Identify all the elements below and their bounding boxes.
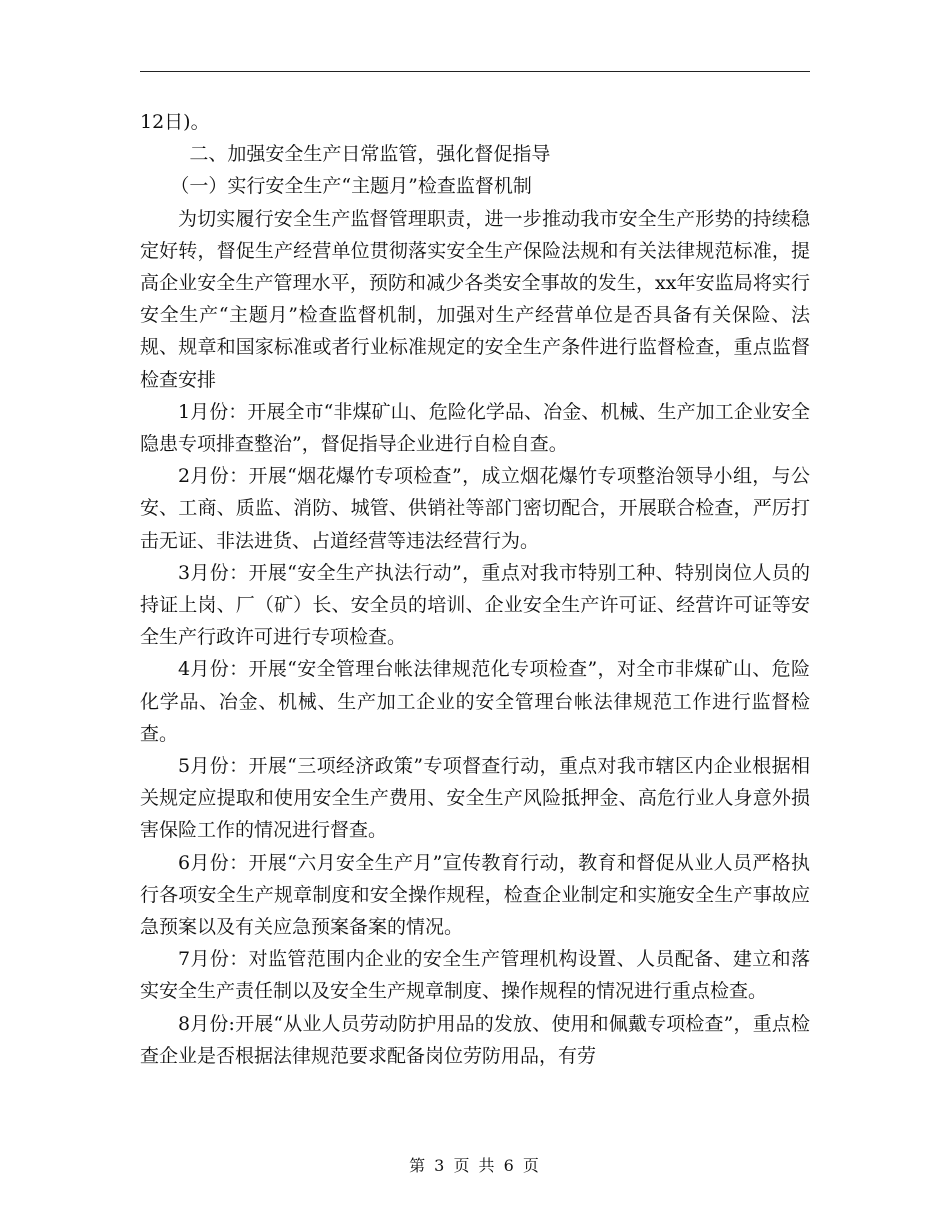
paragraph-march: 3月份：开展“安全生产执法行动”，重点对我市特别工种、特别岗位人员的持证上岗、厂（矿）长、安全员的培训、企业安全生产许可证、经营许可证等安全生产行政许可进行专项检查。 <box>140 561 810 649</box>
paragraph-may: 5月份：开展“三项经济政策”专项督查行动，重点对我市辖区内企业根据相关规定应提取和使用安全生产费用、安全生产风险抵押金、高危行业人身意外损害保险工作的情况进行督查。 <box>140 755 810 842</box>
paragraph-july: 7月份：对监管范围内企业的安全生产管理机构设置、人员配备、建立和落实安全生产责任制以及安全生产规章制度、操作规程的情况进行重点检查。 <box>140 948 810 1003</box>
subsection-heading: （一）实行安全生产“主题月”检查监督机制 <box>170 175 532 198</box>
document-body <box>140 106 810 1072</box>
header-rule <box>140 71 810 72</box>
section-heading: 二、加强安全生产日常监管，强化督促指导 <box>189 143 551 166</box>
paragraph-august: 8月份:开展“从业人员劳动防护用品的发放、使用和佩戴专项检查”，重点检查企业是否根据法律规范要求配备岗位劳防用品，有劳 <box>140 1012 810 1067</box>
paragraph-continuation: 12日)。 <box>140 111 210 133</box>
paragraph-june: 6月份：开展“六月安全生产月”宣传教育行动，教育和督促从业人员严格执行各项安全生产规章制度和安全操作规程，检查企业制定和实施安全生产事故应急预案以及有关应急预案备案的情况。 <box>140 851 810 939</box>
page-number-footer: 第 3 页 共 6 页 <box>409 1156 541 1175</box>
paragraph-february: 2月份：开展“烟花爆竹专项检查”，成立烟花爆竹专项整治领导小组，与公安、工商、质监、消防、城管、供销社等部门密切配合，开展联合检查，严厉打击无证、非法进货、占道经营等违法经营行为。 <box>140 465 810 552</box>
paragraph-intro: 为切实履行安全生产监督管理职责，进一步推动我市安全生产形势的持续稳定好转，督促生产经营单位贯彻落实安全生产保险法规和有关法律规范标准，提高企业安全生产管理水平，预防和减少各类安全事故的发生，xx年安监局将实行安全生产“主题月”检查监督机制，加强对生产经营单位是否具备有关保险、法规、规章和国家标准或者行业标准规定的安全生产条件进行监督检查，重点监督检查安排 <box>140 207 810 391</box>
paragraph-january: 1月份：开展全市“非煤矿山、危险化学品、冶金、机械、生产加工企业安全隐患专项排查整治”，督促指导企业进行自检自查。 <box>140 400 810 456</box>
paragraph-april: 4月份：开展“安全管理台帐法律规范化专项检查”，对全市非煤矿山、危险化学品、冶金、机械、生产加工企业的安全管理台帐法律规范工作进行监督检查。 <box>140 658 810 745</box>
